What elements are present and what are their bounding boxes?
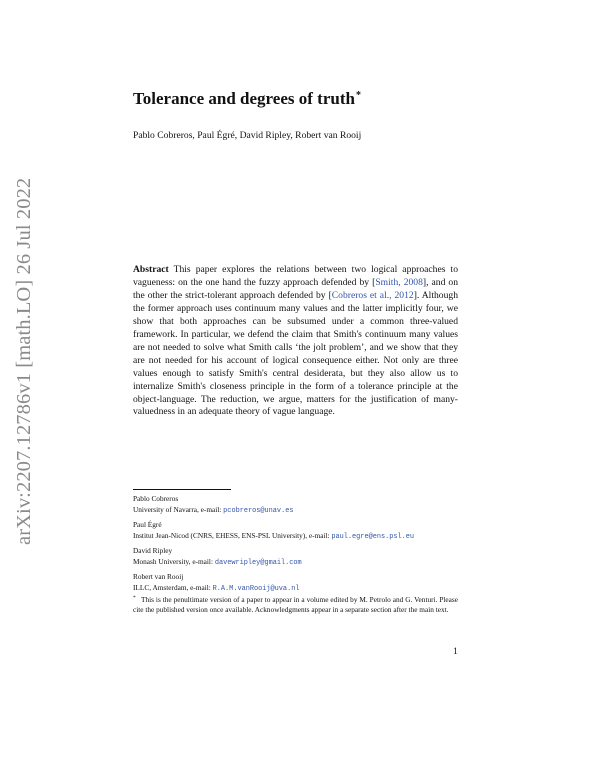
affiliation-institution: University of Navarra, e-mail: [133,504,224,514]
affiliations [133,494,473,598]
affiliation-name: Pablo Cobreros [133,494,179,503]
affiliation-institution-line [133,531,473,543]
affiliation-entry [133,520,473,542]
affiliation-name: Robert van Rooij [133,572,184,581]
email-link[interactable]: davewripley@gmail.com [214,558,302,567]
abstract-label: Abstract [133,264,169,275]
affiliation-institution-line [133,505,473,517]
footnote [133,593,458,615]
title-text: Tolerance and degrees of truth [133,89,355,108]
affiliation-name: David Ripley [133,546,173,555]
footnote-divider [133,489,231,490]
citation-link-smith[interactable]: Smith, 2008 [375,276,423,288]
footnote-mark [133,593,141,605]
email-link[interactable]: R.A.M.vanRooij@uva.nl [212,584,300,593]
title-footnote-mark[interactable]: * [355,90,361,101]
citation-link-cobreros[interactable]: Cobreros et al., 2012 [331,289,414,301]
author-list: Pablo Cobreros, Paul Égré, David Ripley, Robert van Rooij [133,130,362,141]
abstract-text-2: ], and on the other the strict-tolerant approach defended by [ [133,276,458,301]
affiliation-entry [133,546,473,568]
affiliation-institution: ILLC, Amsterdam, e-mail: [133,582,213,592]
arxiv-identifier-stamp: arXiv:2207.12786v1 [math.LO] 26 Jul 2022 [13,177,35,545]
affiliation-name: Paul Égré [133,520,162,529]
abstract-text-1: This paper explores the relations between two logical approaches to vagueness: on the one hand the fuzzy approach defended by [ [133,264,458,288]
footnote-text: This is the penultimate version of a paper to appear in a volume edited by M. Petrolo and G. Venturi. Please cite the published version once available. Acknowledgments appear in a separate section after the main text. [133,595,458,615]
affiliation-institution: Monash University, e-mail: [133,556,215,566]
email-link[interactable]: paul.egre@ens.psl.eu [331,532,415,541]
affiliation-entry [133,494,473,516]
abstract-text-3: ]. Although the former approach uses continuum many values and the latter implicitly four, we show that both approaches can be subsumed under a common three-valued framework. In particular, we defend the claim that Smith's continuum many values are not needed to solve what Smith calls ‘the jolt problem’, and we show that they are not needed for his account of logical consequence either. Not only are three values enough to satisfy Smith's central desiderata, but they also allow us to internalize Smith's closeness principle in the form of a tolerance principle at the object-language. The reduction, we argue, matters for the justification of many-valuedness in an adequate theory of vague language. [133,289,458,418]
abstract [133,264,458,419]
affiliation-institution-line [133,557,473,569]
footnote-mark-symbol: * [133,595,136,601]
page-number: 1 [453,646,458,657]
paper-title [133,89,361,109]
affiliation-institution: Institut Jean-Nicod (CNRS, EHESS, ENS-PSL University), e-mail: [133,530,332,540]
affiliation-entry [133,572,473,594]
email-link[interactable]: pcobreros@unav.es [223,506,294,515]
